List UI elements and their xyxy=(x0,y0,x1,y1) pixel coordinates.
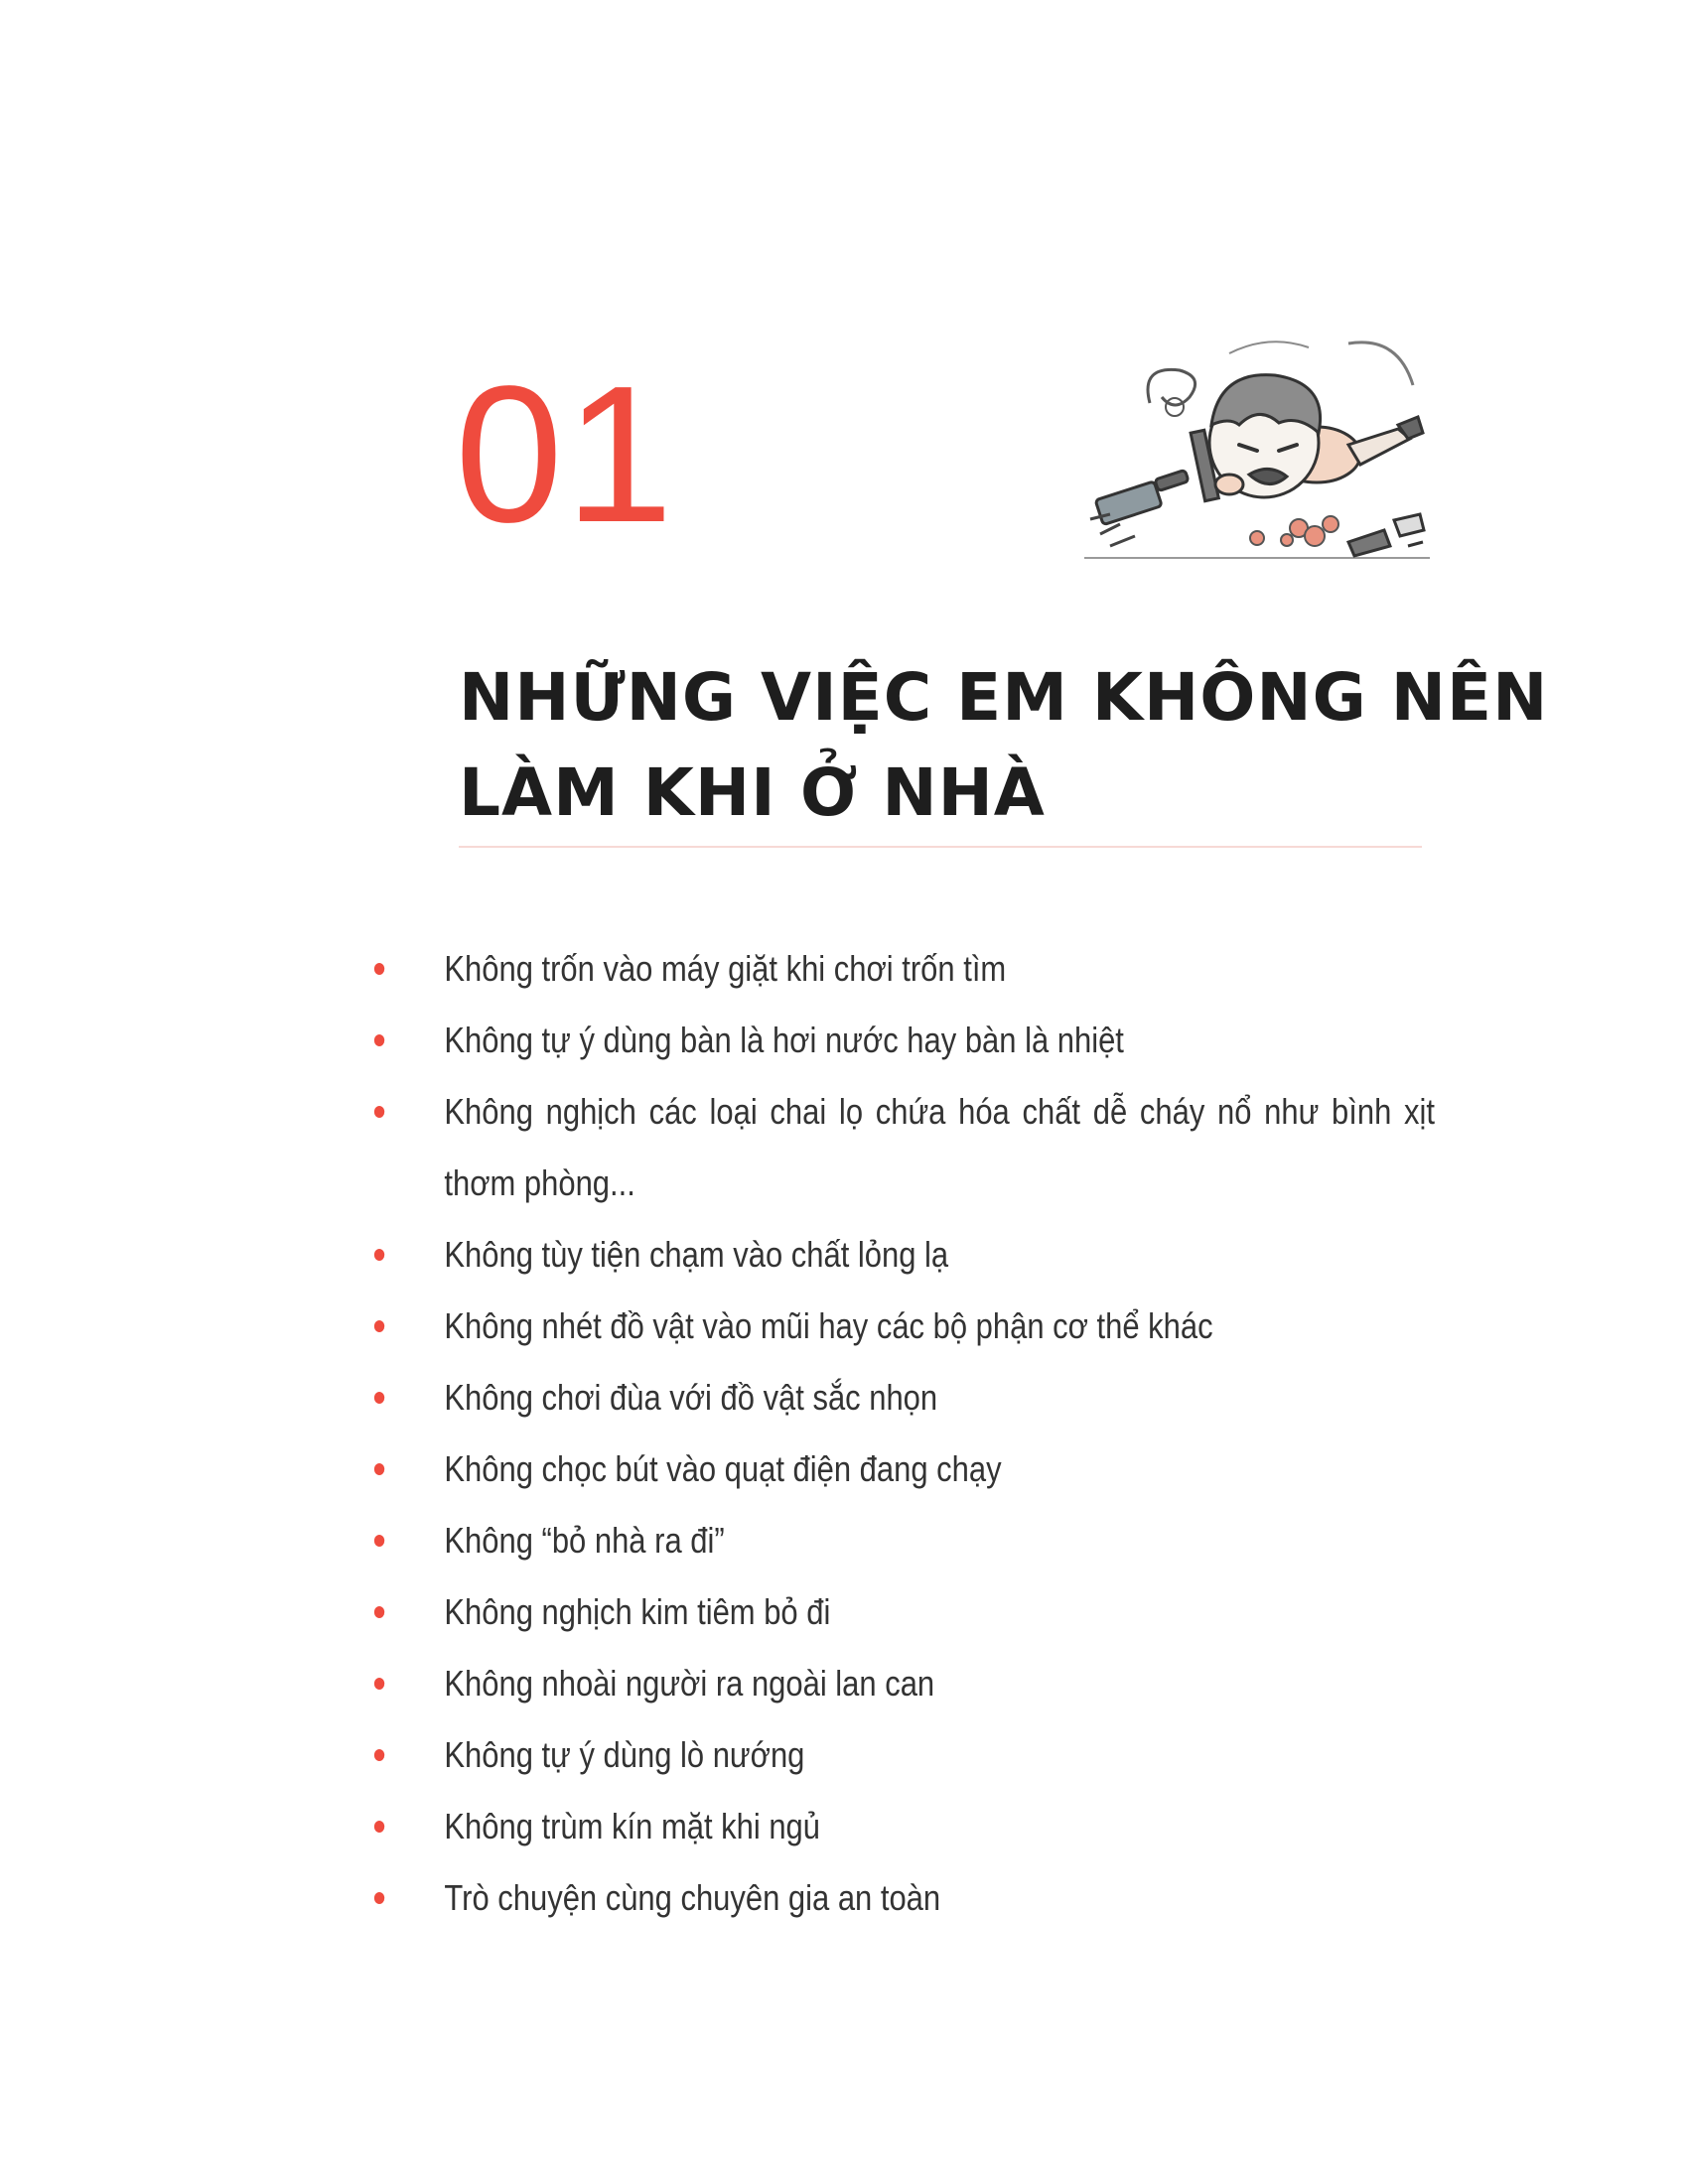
list-item xyxy=(367,1362,1511,1433)
title-divider xyxy=(459,846,1422,848)
bullet-icon xyxy=(374,1678,384,1690)
list-item-text: Không nhoài người ra ngoài lan can xyxy=(444,1663,935,1704)
list-item-text: Không nghịch kim tiêm bỏ đi xyxy=(444,1591,831,1632)
list-item xyxy=(367,1291,1511,1362)
list-item-text: Không “bỏ nhà ra đi” xyxy=(444,1520,725,1561)
chapter-title-line-1: NHỮNG VIỆC EM KHÔNG NÊN xyxy=(459,659,1549,736)
child-tripping-illustration xyxy=(1080,326,1433,564)
chapter-number: 01 xyxy=(455,345,676,563)
list-item xyxy=(367,933,1511,1005)
list-item xyxy=(367,1862,1511,1934)
list-item xyxy=(367,1791,1511,1862)
list-item-text: Không tự ý dùng bàn là hơi nước hay bàn là nhiệt xyxy=(444,1020,1124,1060)
bullet-icon xyxy=(374,1034,384,1046)
chapter-title-line-2: LÀM KHI Ở NHÀ xyxy=(459,754,1046,831)
list-item xyxy=(367,1576,1511,1648)
list-item-text: Không tự ý dùng lò nướng xyxy=(444,1734,805,1775)
chapter-title xyxy=(459,650,1549,841)
bullet-icon xyxy=(374,1320,384,1332)
list-item-text: Không nghịch các loại chai lọ chứa hóa chất dễ cháy nổ như bình xịt thơm phòng... xyxy=(444,1091,1435,1203)
list-item-text: Trò chuyện cùng chuyên gia an toàn xyxy=(444,1877,941,1918)
list-item-text: Không tùy tiện chạm vào chất lỏng lạ xyxy=(444,1234,949,1275)
bullet-icon xyxy=(374,1892,384,1904)
list-item-text: Không trùm kín mặt khi ngủ xyxy=(444,1806,821,1846)
bullet-icon xyxy=(374,1749,384,1761)
list-item-text: Không chơi đùa với đồ vật sắc nhọn xyxy=(444,1377,938,1418)
bullet-icon xyxy=(374,1821,384,1833)
bullet-icon xyxy=(374,1463,384,1475)
list-item xyxy=(367,1076,1511,1219)
bullet-icon xyxy=(374,963,384,975)
list-item xyxy=(367,1005,1511,1076)
bullet-icon xyxy=(374,1606,384,1618)
list-item xyxy=(367,1648,1511,1719)
list-item xyxy=(367,1505,1511,1576)
bullet-icon xyxy=(374,1392,384,1404)
bullet-icon xyxy=(374,1106,384,1118)
bullet-icon xyxy=(374,1249,384,1261)
list-item-text: Không chọc bút vào quạt điện đang chạy xyxy=(444,1448,1002,1489)
list-item-text: Không nhét đồ vật vào mũi hay các bộ phận cơ thể khác xyxy=(444,1305,1213,1346)
list-item xyxy=(367,1719,1511,1791)
list-item xyxy=(367,1219,1511,1291)
list-item xyxy=(367,1433,1511,1505)
list-item-text: Không trốn vào máy giặt khi chơi trốn tìm xyxy=(444,948,1007,989)
bullet-icon xyxy=(374,1535,384,1547)
rules-list xyxy=(367,933,1460,1934)
